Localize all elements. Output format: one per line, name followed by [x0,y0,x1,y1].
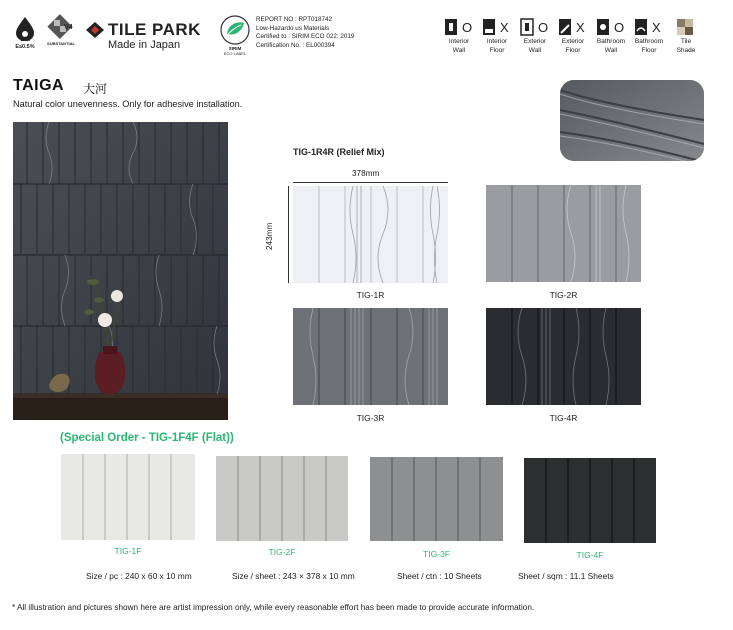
tile-code-label: TIG-3F [423,549,450,559]
report-certified: Certified to : SIRIM ECO 022: 2019 [256,33,355,41]
width-dimension-label: 378mm [352,169,380,178]
flat-tile-swatch [61,454,195,540]
usage-label: Interior [486,38,508,45]
tile-shade-icon [673,17,699,37]
tile-tig-1r[interactable] [293,186,448,283]
tile-code-label: TIG-1F [114,546,142,556]
tile-tig-3f[interactable] [370,457,503,541]
height-dimension-line [288,186,289,283]
tile-tig-4f[interactable] [524,458,656,543]
relief-tile-swatch [293,308,448,405]
usage-label: Shade [676,46,696,54]
ecolabel-top: SIRIM [228,46,242,51]
v4-variation-badge [46,14,76,48]
tile-tig-3r[interactable] [293,308,448,405]
usage-label: Exterior [561,38,585,45]
bla-label: BIa [20,37,30,43]
usage-label: Floor [489,46,505,54]
tile-tig-1f[interactable] [61,454,195,540]
tile-tig-2f[interactable] [216,456,348,541]
bla-classification-badge [8,14,42,50]
usage-label: Bathroom [596,38,626,45]
usage-tile-shade [671,17,701,54]
relief-tile-swatch [293,186,448,283]
spec-size-sheet: Size / sheet : 243 × 378 x 10 mm [232,571,355,581]
brand-subtitle: Made in Japan [108,39,181,51]
tile-wall-image [13,122,228,420]
interior-floor-icon [480,17,514,37]
tile-closeup-photo [560,80,704,161]
usage-label: Interior [448,38,470,45]
bathroom-wall-icon [594,17,628,37]
exterior-wall-icon [518,17,552,37]
usage-bathroom-floor [631,17,667,54]
usage-label: Bathroom [634,38,664,45]
relief-tile-swatch [486,185,641,282]
tile-code-label: TIG-2R [549,290,578,300]
ecolabel-bottom: ECO LABEL [223,51,247,56]
tile-park-mark-icon [86,22,104,38]
tile-tig-2r[interactable] [486,185,641,282]
interior-wall-icon [442,17,476,37]
usage-label: Floor [641,46,657,54]
svg-text:X: X [500,20,509,35]
tile-park-logo [86,20,216,52]
usage-interior-floor [479,17,515,54]
spec-size-piece: Size / pc : 240 x 60 x 10 mm [86,571,192,581]
tile-code-label: TIG-1R [356,290,385,300]
usage-interior-wall [441,17,477,54]
spec-sheet-carton: Sheet / ctn : 10 Sheets [397,571,482,581]
spec-sheet-sqm: Sheet / sqm : 11.1 Sheets [518,571,614,581]
v4-sub: SUBSTANTIAL [47,41,75,46]
relief-mix-title: TIG-1R4R (Relief Mix) [293,147,385,157]
relief-tile-swatch [486,308,641,405]
report-cert-number: Certification No. : EL000394 [256,42,335,50]
certification-report [256,16,354,51]
tile-tig-4r[interactable] [486,308,641,405]
product-name-jp: 大河 [83,82,108,96]
usage-exterior-wall [517,17,553,54]
usage-label: Tile [680,38,692,45]
bla-absorption: E≤0.5% [15,44,35,50]
tile-code-label: TIG-4R [549,413,578,423]
closeup-texture-image [560,80,704,161]
width-dimension-line [293,182,448,183]
svg-text:X: X [576,20,585,35]
bathroom-floor-icon [632,17,666,37]
svg-text:X: X [652,20,661,35]
svg-text:O: O [538,20,549,35]
eco-leaf-icon [218,14,252,46]
tile-code-label: TIG-4F [576,550,604,560]
flat-tile-swatch [524,458,656,543]
usage-icons [441,17,703,61]
flat-tile-swatch [216,456,348,541]
tile-code-label: TIG-3R [356,413,385,423]
svg-text:O: O [462,20,473,35]
flat-tile-swatch [370,457,503,541]
usage-label: Floor [565,46,581,54]
product-description: Natural color unevenness. Only for adhesive installation. [13,99,243,109]
tile-code-label: TIG-2F [268,547,296,557]
report-number: REPORT NO : RPT018742 [256,16,333,23]
usage-label: Exterior [523,38,547,45]
product-name: TAIGA [13,77,65,94]
brand-title: TILE PARK [108,20,201,39]
special-order-title: (Special Order - TIG-1F4F (Flat)) [60,432,234,444]
usage-exterior-floor [555,17,591,54]
exterior-floor-icon [556,17,590,37]
v4-label: V4 [64,24,73,31]
usage-label: Wall [528,46,542,54]
usage-label: Wall [452,46,466,54]
height-dimension-label: 243mm [265,222,274,250]
svg-text:O: O [614,20,625,35]
usage-bathroom-wall [593,17,629,54]
report-material: Low-Hazardo us Materials [256,24,330,32]
sirim-eco-label [218,14,252,56]
disclaimer-footnote: * All illustration and pictures shown here are artist impression only, while every reasonable effort has been made to provide accurate information. [12,603,535,612]
usage-label: Wall [604,46,618,54]
room-installation-photo [13,122,228,420]
